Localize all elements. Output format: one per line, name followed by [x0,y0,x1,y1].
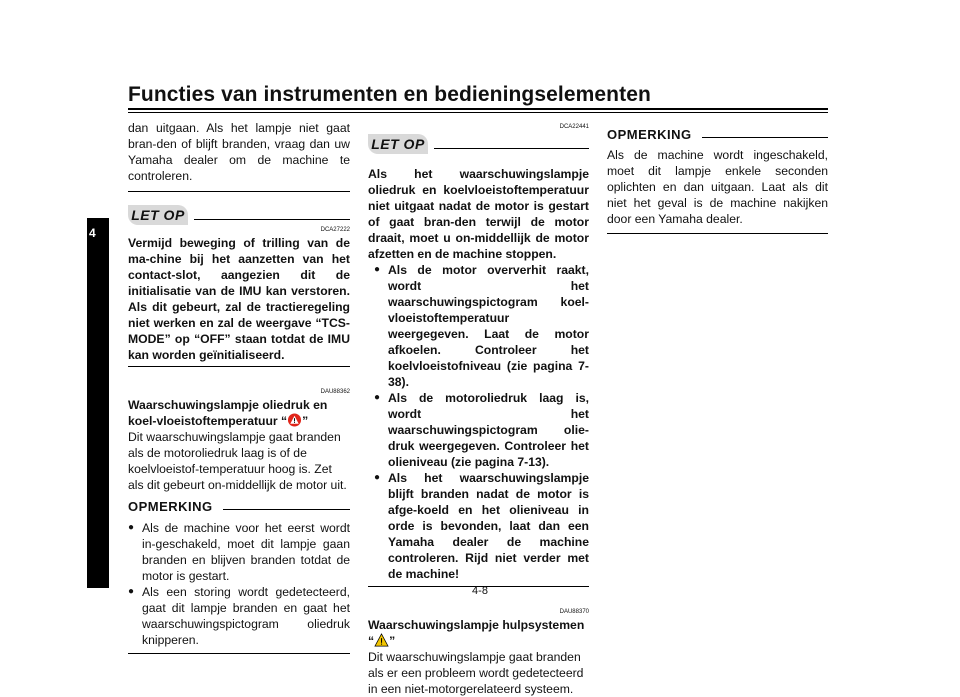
section-title-text: Waarschuwingslampje oliedruk en koel-vloeistoftemperatuur “ [128,398,328,428]
caution-line [194,219,350,220]
note-end-rule [607,233,828,234]
list-item: ● Als het waarschuwingslampje blijft branden nadat de motor is afge-koeld en het olieniveau in orde is bevonden, laat dan een Yamaha dealer de machine controleren. Rijd niet verder met de machine! [374,470,589,582]
caution-header [368,134,589,158]
section-title-close: ” [389,634,396,648]
caution-code: DCA22441 [559,124,589,130]
column-2 [368,122,589,697]
chapter-number: 4 [89,226,96,240]
list-item: ● Als een storing wordt gedetecteerd, gaat dit lampje branden en gaat het waarschuwingspictogram oliedruk knipperen. [128,584,350,648]
section-body: Dit waarschuwingslampje gaat branden als de motoroliedruk laag is of de koelvloeistof-temperatuur hoog is. Zet als dit gebeurt on-middellijk de motor uit. [128,430,347,492]
caution-badge: LET OP [128,205,188,225]
caution-header [128,205,350,229]
list-item: ● Als de motor oververhit raakt, wordt het waarschuwingspictogram koel-vloeistoftemperatuur weergegeven. Laat de motor afkoelen. Controleer het koelvloeistofniveau (zie pagina 7-38). [374,262,589,390]
section-title-close: ” [302,414,309,428]
caution-text: Vermijd beweging of trilling van de ma-chine bij het aanzetten van het contact-slot, aangezien dit de initialisatie van de IMU kan verstoren. Als dit gebeurt, zal de tractieregeling niet werken en zal de weergave “TCS-MODE” op “OFF” staan totdat de IMU kan worden geïnitialiseerd. [128,236,350,362]
page-title: Functies van instrumenten en bedieningselementen [128,83,651,106]
caution-end-rule [128,366,350,367]
oil-temp-warning-icon [287,413,302,427]
list-item: ● Als de machine voor het eerst wordt in-geschakeld, moet dit lampje gaan branden en blijven branden totdat de motor is gestart. [128,520,350,584]
section-title-open: “ [368,634,375,648]
section-title-icon-line [368,633,589,649]
note-end-rule [128,653,350,654]
column-1 [128,120,350,654]
section-body: Dit waarschuwingslampje gaat branden als er een probleem wordt gedetecteerd in een niet-motorgerelateerd systeem. [368,650,584,696]
note-text: Als de machine wordt ingeschakeld, moet dit lampje enkele seconden oplichten en dan uitgaan. Laat als dit niet het geval is de machine nakijken door een Yamaha dealer. [607,148,828,226]
page-number: 4-8 [472,585,488,597]
caution-intro: Als het waarschuwingslampje oliedruk en koelvloeistoftemperatuur niet uitgaat nadat de motor is gestart of gaat bran-den terwijl de motor draait, moet u on-middellijk de motor afzetten en de machine stoppen. [368,167,589,261]
list-item: ● Als de motoroliedruk laag is, wordt het waarschuwingspictogram olie-druk weergegeven. Controleer het olieniveau (zie pagina 7-13). [374,390,589,470]
section-code: DAU88362 [320,389,350,395]
note-label: OPMERKING [607,127,692,142]
intro-paragraph: dan uitgaan. Als het lampje niet gaat bran-den of blijft branden, vraag dan uw Yamaha dealer om de machine te controleren. [128,121,350,183]
divider [128,191,350,192]
caution-line [434,148,589,149]
title-rule-thin [128,112,828,113]
note-line [223,509,350,510]
column-3 [607,125,828,234]
caution-badge: LET OP [368,134,428,154]
section-title [128,397,350,429]
note-header [607,125,828,145]
note-line [702,137,828,138]
note-label: OPMERKING [128,499,213,514]
caution-code: DCA27222 [320,227,350,233]
title-rule [128,108,828,110]
note-list [128,520,350,648]
chapter-tab [87,218,109,588]
section-code: DAU88370 [559,609,589,615]
auxiliary-warning-icon [374,633,389,647]
caution-list [368,262,589,582]
section-title: Waarschuwingslampje hulpsystemen [368,618,585,632]
note-header [128,497,350,517]
